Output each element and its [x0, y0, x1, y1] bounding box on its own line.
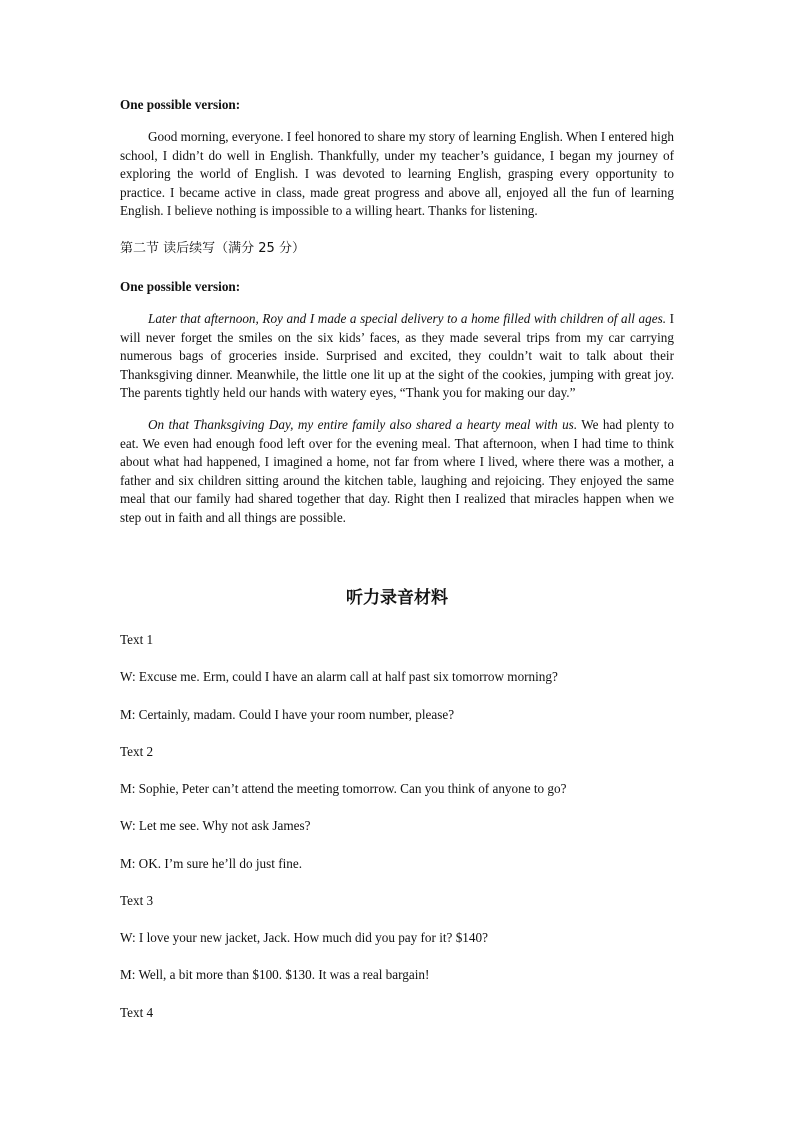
dialogue-line: M: Sophie, Peter can’t attend the meeting tomorrow. Can you think of anyone to go?: [120, 781, 567, 796]
section-heading: 第二节 读后续写（满分 25 分）: [120, 241, 305, 256]
dialogue-line: M: OK. I’m sure he’ll do just fine.: [120, 856, 303, 871]
text-4-label: Text 4: [120, 1005, 154, 1020]
version-label-1: One possible version:: [120, 97, 241, 112]
version-label-2: One possible version:: [120, 279, 241, 294]
paragraph-2-opening: On that Thanksgiving Day, my entire family also shared a hearty meal with us.: [148, 417, 578, 432]
dialogue-line: M: Well, a bit more than $100. $130. It was a real bargain!: [120, 967, 430, 982]
paragraph-1-body: I will never forget the smiles on the six kids’ faces, as they made several trips from my car carrying numerous bags of groceries inside. Surprised and excited, they couldn’t wait to talk about their Thanksgiving dinner. Meanwhile, the little one lit up at the sight of the cookies, jumping with great joy. The parents tightly held our hands with watery eyes, “Thank you for making our day.”: [120, 311, 674, 401]
paragraph-1-opening: Later that afternoon, Roy and I made a special delivery to a home filled with children of all ages.: [148, 311, 667, 326]
dialogue-line: W: Excuse me. Erm, could I have an alarm call at half past six tomorrow morning?: [120, 669, 558, 684]
listening-title: 听力录音材料: [346, 588, 448, 608]
continuation-paragraph-2: [120, 416, 674, 528]
dialogue-line: W: Let me see. Why not ask James?: [120, 818, 311, 833]
continuation-paragraph-1: [120, 310, 674, 403]
text-2-label: Text 2: [120, 744, 154, 759]
paragraph-2-body: We had plenty to eat. We even had enough food left over for the evening meal. That afternoon, when I had time to think about what had happened, I imagined a home, not far from where I lived, where there was a mother, a father and six children sitting around the kitchen table, laughing and rejoicing. They enjoyed the same meal that our family had shared together that day. Right then I realized that miracles happen when we step out in faith and all things are possible.: [120, 417, 674, 525]
speech-paragraph: Good morning, everyone. I feel honored to share my story of learning English. When I entered high school, I didn’t do well in English. Thankfully, under my teacher’s guidance, I began my journey of exploring the world of English. I was devoted to learning English, grasping every opportunity to practice. I became active in class, made great progress and above all, enjoyed all the fun of learning English. I believe nothing is impossible to a willing heart. Thanks for listening.: [120, 129, 675, 219]
dialogue-line: M: Certainly, madam. Could I have your room number, please?: [120, 707, 455, 722]
text-3-label: Text 3: [120, 893, 154, 908]
dialogue-line: W: I love your new jacket, Jack. How much did you pay for it? $140?: [120, 930, 488, 945]
text-1-label: Text 1: [120, 632, 154, 647]
